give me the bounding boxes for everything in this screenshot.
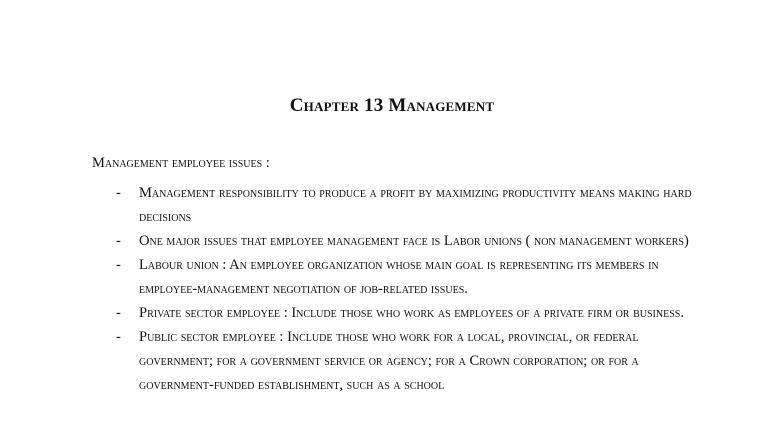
list-item [116,253,706,301]
bullet-dash: - [116,185,121,201]
bullet-dash: - [116,305,121,321]
list-item-text: Management responsibility to produce a profit by maximizing productivity means making hard decisions [139,185,692,225]
section-heading: Management employee issues : [92,155,270,171]
list-item-text: Labour union : An employee organization whose main goal is representing its members in employee-management negotiation of job-related issues. [139,257,659,297]
bullet-dash: - [116,257,121,273]
list-item [116,181,706,229]
list-item [116,229,706,253]
list-item-text: One major issues that employee management face is Labor unions ( non management workers) [139,233,689,249]
list-item [116,325,706,397]
bullet-dash: - [116,233,121,249]
list-item-text: Public sector employee : Include those who work for a local, provincial, or federal government; for a government service or agency; for a Crown corporation; or for a government-funded establishment, such as a school [139,329,639,393]
bullet-list [116,181,706,397]
chapter-title: Chapter 13 Management [289,95,495,116]
list-item [116,301,706,325]
bullet-dash: - [116,329,121,345]
list-item-text: Private sector employee : Include those who work as employees of a private firm or business. [139,305,684,321]
